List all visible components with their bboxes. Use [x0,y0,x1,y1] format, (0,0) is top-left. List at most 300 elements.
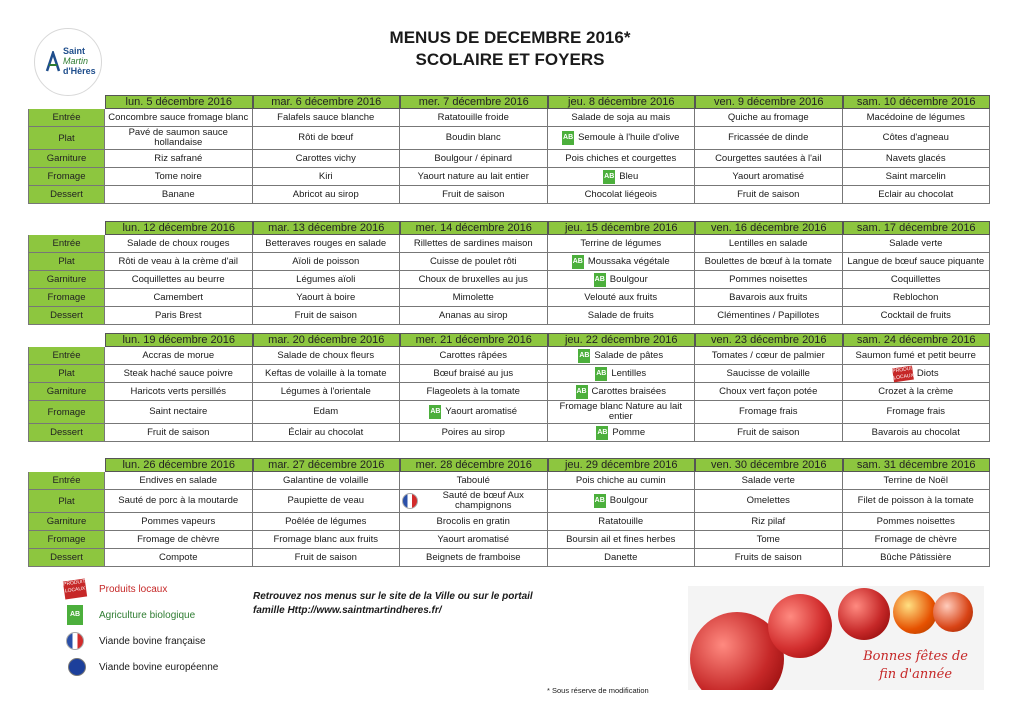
menu-row-plat [28,127,990,150]
dish-name: Pommes vapeurs [141,515,216,527]
menu-cell [105,472,253,490]
day-header: jeu. 29 décembre 2016 [548,458,696,472]
dish-name: Saint marcelin [885,170,946,182]
page-subtitle: SCOLAIRE ET FOYERS [415,50,605,69]
menu-cell [400,383,548,401]
menu-cell [695,127,843,150]
dish-name: Navets glacés [885,152,946,164]
menu-cell [400,307,548,325]
dish-name: Ananas au sirop [438,309,508,321]
dish-name: Poires au sirop [441,426,505,438]
week-header [105,221,990,235]
dish-name: Fromage blanc aux fruits [273,533,379,545]
french-flag-icon [66,632,84,650]
menu-cell [400,490,548,513]
menu-cell [548,289,696,307]
menu-cell [253,253,401,271]
menu-cell [843,168,991,186]
christmas-ornaments-image [688,586,984,690]
dish-name: Boulgour [609,495,648,506]
menu-cell [843,186,991,204]
menu-cell [105,150,253,168]
dish-name: Velouté aux fruits [584,291,658,303]
menu-cell [400,186,548,204]
menu-row-plat [28,365,990,383]
menu-cell [695,347,843,365]
local-product-icon: PRODUITS LOCAUX [892,364,919,381]
dish-name: Quiche au fromage [727,111,809,123]
menu-cell [400,253,548,271]
menu-cell [253,513,401,531]
menu-cell [400,513,548,531]
menu-cell [548,347,696,365]
menu-cell [400,235,548,253]
dish-name: Pois chiches et courgettes [565,152,677,164]
dish-name: Fromage de chèvre [137,533,220,545]
dish-name: Langue de bœuf sauce piquante [847,255,985,267]
dish-name: Galantine de volaille [282,474,369,486]
menu-cell [695,253,843,271]
menu-row-dessert [28,424,990,442]
dish-name: Diots [916,367,939,379]
dish-name: Endives en salade [139,474,218,486]
organic-ab-icon: AB [429,405,441,419]
website-notice: Retrouvez nos menus sur le site de la Ville ou sur le portail famille Http://www.saintmartindheres.fr/ [253,591,533,616]
menu-cell [843,271,991,289]
dish-name: Légumes aïoli [296,273,356,285]
row-label: Entrée [28,109,105,127]
dish-name: Moussaka végétale [587,255,670,267]
menu-cell [695,109,843,127]
menu-cell [105,531,253,549]
dish-name: Salade verte [889,237,943,249]
dish-name: Saumon fumé et petit beurre [855,349,976,361]
dish-name: Bœuf braisé au jus [433,367,514,379]
dish-name: Danette [604,551,638,563]
row-label: Garniture [28,271,105,289]
menu-cell [548,307,696,325]
menu-cell [253,127,401,150]
row-label: Dessert [28,424,105,442]
menu-cell [105,186,253,204]
dish-name: Salade de choux rouges [127,237,230,249]
menu-cell [253,109,401,127]
dish-name: Rillettes de sardines maison [413,237,533,249]
dish-name: Compote [158,551,198,563]
menu-row-plat [28,253,990,271]
menu-cell [400,109,548,127]
menu-cell [253,307,401,325]
menu-row-entree [28,472,990,490]
dish-name: Pois chiche au cumin [575,474,666,486]
dish-name: Yaourt aromatisé [445,406,518,417]
dish-name: Banane [161,188,195,200]
dish-name: Crozet à la crème [878,385,954,397]
menu-cell [253,271,401,289]
dish-name: Steak haché sauce poivre [123,367,233,379]
dish-name: Lentilles [611,367,647,379]
menu-cell [843,289,991,307]
menu-cell [695,472,843,490]
menu-cell [105,401,253,424]
menu-cell [548,127,696,150]
menu-cell [843,424,991,442]
day-header: jeu. 22 décembre 2016 [548,333,696,347]
dish-name: Cuisse de poulet rôti [429,255,517,267]
day-header: jeu. 15 décembre 2016 [548,221,696,235]
menu-cell [253,531,401,549]
week-header [105,458,990,472]
dish-name: Fromage de chèvre [874,533,957,545]
ornament-icon [933,592,973,632]
dish-name: Paris Brest [155,309,202,321]
dish-name: Saint nectaire [149,406,208,417]
menu-cell [695,271,843,289]
organic-ab-icon: AB [596,426,608,440]
dish-name: Bleu [619,170,639,182]
day-header: lun. 19 décembre 2016 [105,333,253,347]
french-flag-icon [402,493,418,509]
dish-name: Yaourt nature au lait entier [417,170,529,182]
dish-name: Fromage blanc Nature au lait entier [559,401,682,422]
dish-name: Carottes râpées [439,349,508,361]
week-table [28,221,990,325]
dish-name: Haricots verts persillés [130,385,227,397]
menu-cell [253,424,401,442]
dish-name: Betteraves rouges en salade [265,237,387,249]
row-label: Dessert [28,186,105,204]
dish-name: Choux de bruxelles au jus [418,273,528,285]
day-header: sam. 10 décembre 2016 [843,95,991,109]
menu-cell [695,531,843,549]
menu-cell [105,383,253,401]
dish-name: Choux vert façon potée [719,385,818,397]
dish-name: Ratatouille froide [437,111,509,123]
menu-cell [695,490,843,513]
dish-name: Macédoine de légumes [866,111,965,123]
menu-cell [548,235,696,253]
menu-cell [253,347,401,365]
menu-cell [400,365,548,383]
menu-cell [105,127,253,150]
menu-cell [400,531,548,549]
day-header: ven. 16 décembre 2016 [695,221,843,235]
week-table [28,333,990,442]
menu-cell [105,109,253,127]
dish-name: Eclair au chocolat [878,188,954,200]
menu-cell [548,271,696,289]
dish-name: Boursin ail et fines herbes [566,533,676,545]
menu-cell [105,253,253,271]
row-label: Plat [28,490,105,513]
dish-name: Fromage frais [886,406,946,417]
menu-row-dessert [28,307,990,325]
menu-row-garniture [28,513,990,531]
menu-cell [843,472,991,490]
dish-name: Salade de soja au mais [571,111,671,123]
menu-cell [548,186,696,204]
menu-cell [843,253,991,271]
menu-cell [400,168,548,186]
dish-name: Légumes à l'orientale [280,385,371,397]
dish-name: Bavarois aux fruits [729,291,808,303]
menu-cell [548,253,696,271]
menu-cell [253,235,401,253]
ornament-icon [838,588,890,640]
menu-cell [253,186,401,204]
dish-name: Abricot au sirop [292,188,359,200]
dish-name: Boulgour [609,273,648,285]
menu-cell [695,513,843,531]
menu-cell [105,347,253,365]
menu-cell [548,424,696,442]
menu-cell [548,383,696,401]
eu-flag-icon [68,658,86,676]
day-header: sam. 24 décembre 2016 [843,333,991,347]
row-label: Entrée [28,472,105,490]
dish-name: Fruit de saison [294,551,357,563]
menu-cell [253,549,401,567]
menu-cell [105,289,253,307]
menu-cell [105,235,253,253]
day-header: ven. 23 décembre 2016 [695,333,843,347]
menu-cell [695,383,843,401]
menu-cell [695,150,843,168]
menu-cell [400,347,548,365]
organic-ab-icon: AB [576,385,588,399]
menu-cell [253,168,401,186]
dish-name: Accras de morue [142,349,215,361]
dish-name: Carottes braisées [591,385,666,397]
dish-name: Terrine de légumes [580,237,662,249]
day-header: lun. 12 décembre 2016 [105,221,253,235]
row-label: Entrée [28,235,105,253]
dish-name: Bavarois au chocolat [871,426,960,438]
menu-row-fromage [28,289,990,307]
dish-name: Saucisse de volaille [726,367,810,379]
menu-row-garniture [28,150,990,168]
dish-name: Pommes noisettes [729,273,808,285]
dish-name: Falafels sauce blanche [277,111,375,123]
menu-cell [105,424,253,442]
menu-row-dessert [28,186,990,204]
dish-name: Concombre sauce fromage blanc [108,111,249,123]
organic-ab-icon: AB [594,273,606,287]
organic-ab-icon: AB [572,255,584,269]
day-header: mer. 21 décembre 2016 [400,333,548,347]
ornament-icon [768,594,832,658]
menu-row-fromage [28,401,990,424]
dish-name: Omelettes [746,495,790,506]
dish-name: Salade verte [741,474,795,486]
dish-name: Chocolat liégeois [584,188,657,200]
dish-name: Fruit de saison [737,188,800,200]
dish-name: Sauté de bœuf Aux champignons [442,490,524,511]
dish-name: Coquillettes [890,273,941,285]
week-header [105,95,990,109]
greeting: Bonnes fêtes de fin d'année [863,649,968,682]
dish-name: Tomates / cœur de palmier [711,349,825,361]
dish-name: Salade de fruits [587,309,654,321]
menu-cell [843,365,991,383]
dish-name: Brocolis en gratin [436,515,510,527]
dish-name: Semoule à l'huile d'olive [578,132,680,143]
dish-name: Fruit de saison [147,426,210,438]
local-product-icon: PRODUITS LOCAUX [63,579,87,600]
day-header: mer. 14 décembre 2016 [400,221,548,235]
menu-cell [105,271,253,289]
dish-name: Beignets de framboise [425,551,521,563]
dish-name: Boulettes de bœuf à la tomate [704,255,832,267]
menu-cell [548,168,696,186]
menu-cell [843,127,991,150]
menu-cell [695,424,843,442]
dish-name: Clémentines / Papillotes [717,309,820,321]
organic-ab-icon: AB [578,349,590,363]
menu-cell [695,401,843,424]
dish-name: Riz safrané [154,152,203,164]
row-label: Plat [28,127,105,150]
dish-name: Riz pilaf [751,515,786,527]
menu-cell [695,186,843,204]
dish-name: Fruits de saison [734,551,802,563]
organic-ab-icon: AB [603,170,615,184]
menu-cell [843,549,991,567]
menu-cell [548,549,696,567]
menu-cell [843,401,991,424]
footnote: * Sous réserve de modification [547,686,649,695]
dish-name: Courgettes sautées à l'ail [715,152,822,164]
row-label: Fromage [28,289,105,307]
menu-row-garniture [28,271,990,289]
menu-cell [548,109,696,127]
menu-cell [695,235,843,253]
menu-cell [253,365,401,383]
menu-cell [253,401,401,424]
menu-cell [695,307,843,325]
dish-name: Reblochon [893,291,939,303]
menu-cell [400,271,548,289]
menu-cell [253,383,401,401]
organic-ab-icon: AB [67,605,83,625]
day-header: mar. 27 décembre 2016 [253,458,401,472]
dish-name: Mimolette [452,291,494,303]
week-table [28,458,990,567]
legend-item-europe: Viande bovine européenne [55,654,218,680]
day-header: sam. 17 décembre 2016 [843,221,991,235]
week-table [28,95,990,204]
menu-cell [548,401,696,424]
menu-cell [843,307,991,325]
day-header: mer. 28 décembre 2016 [400,458,548,472]
menu-row-entree [28,235,990,253]
organic-ab-icon: AB [562,131,574,145]
row-label: Garniture [28,513,105,531]
menu-cell [843,235,991,253]
dish-name: Tome noire [154,170,202,182]
dish-name: Fruit de saison [442,188,505,200]
dish-name: Salade de pâtes [594,349,664,361]
menu-cell [253,490,401,513]
menu-row-entree [28,109,990,127]
dish-name: Rôti de veau à la crème d'ail [118,255,239,267]
dish-name: Coquillettes au beurre [131,273,225,285]
dish-name: Edam [313,406,339,417]
menu-cell [400,401,548,424]
row-label: Dessert [28,307,105,325]
menu-cell [548,365,696,383]
dish-name: Filet de poisson à la tomate [857,495,974,506]
menu-cell [695,168,843,186]
dish-name: Salade de choux fleurs [277,349,375,361]
menu-cell [843,109,991,127]
menu-cell [548,513,696,531]
row-label: Entrée [28,347,105,365]
menu-cell [548,490,696,513]
day-header: lun. 26 décembre 2016 [105,458,253,472]
menu-row-fromage [28,531,990,549]
dish-name: Fruit de saison [294,309,357,321]
menu-row-dessert [28,549,990,567]
menu-cell [400,289,548,307]
menu-cell [400,472,548,490]
dish-name: Boudin blanc [445,132,501,143]
menu-cell [843,383,991,401]
dish-name: Côtes d'agneau [882,132,949,143]
city-logo [34,28,102,96]
legend [55,576,218,680]
dish-name: Tome [756,533,780,545]
dish-name: Pavé de saumon sauce hollandaise [128,127,228,148]
row-label: Garniture [28,150,105,168]
menu-cell [695,549,843,567]
menu-cell [253,289,401,307]
dish-name: Yaourt aromatisé [437,533,510,545]
dish-name: Taboulé [456,474,490,486]
menu-cell [695,365,843,383]
dish-name: Fromage frais [738,406,798,417]
legend-item-local: PRODUITS LOCAUX Produits locaux [55,576,218,602]
legend-item-bio: AB Agriculture biologique [55,602,218,628]
row-label: Fromage [28,531,105,549]
dish-name: Terrine de Noël [883,474,948,486]
menu-row-entree [28,347,990,365]
menu-cell [695,289,843,307]
menu-cell [548,472,696,490]
day-header: lun. 5 décembre 2016 [105,95,253,109]
dish-name: Camembert [153,291,204,303]
menu-cell [843,531,991,549]
dish-name: Boulgour / épinard [434,152,513,164]
logo-mark-icon [45,51,61,73]
day-header: ven. 30 décembre 2016 [695,458,843,472]
dish-name: Flageolets à la tomate [426,385,520,397]
organic-ab-icon: AB [594,494,606,508]
menu-cell [105,549,253,567]
dish-name: Bûche Pâtissière [880,551,952,563]
row-label: Fromage [28,401,105,424]
ornament-icon [893,590,937,634]
dish-name: Kiri [318,170,333,182]
menu-cell [105,365,253,383]
menu-cell [843,513,991,531]
dish-name: Paupiette de veau [287,495,365,506]
dish-name: Fricassée de dinde [728,132,809,143]
menu-cell [400,127,548,150]
dish-name: Carottes vichy [295,152,356,164]
menu-cell [548,531,696,549]
dish-name: Poêlée de légumes [285,515,367,527]
